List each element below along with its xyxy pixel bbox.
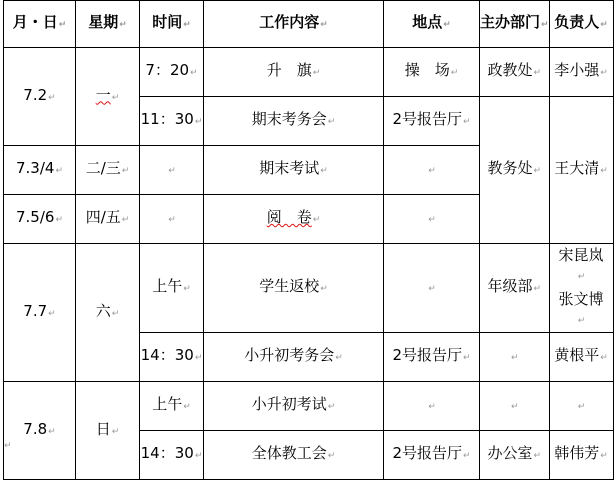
weekday-cell: 六↵ [76, 244, 140, 382]
table-row [4, 48, 614, 97]
schedule-table [3, 0, 614, 480]
dept-cell: 办公室↵ [480, 431, 550, 480]
content-cell: 期末考务会↵ [204, 97, 384, 146]
content-cell: 期末考试↵ [204, 146, 384, 195]
header-weekday: 星期↵ [76, 1, 140, 48]
date-cell: 7.2↵ [4, 48, 76, 146]
time-cell: 14：30↵ [140, 431, 204, 480]
weekday-cell: 二/三↵ [76, 146, 140, 195]
table-row [4, 382, 614, 431]
location-cell: ↵ [384, 382, 480, 431]
header-dept: 主办部门↵ [480, 1, 550, 48]
dept-cell: ↵ [480, 382, 550, 431]
time-cell: 上午↵ [140, 382, 204, 431]
header-row [4, 1, 614, 48]
time-cell: 11：30↵ [140, 97, 204, 146]
table-row [4, 244, 614, 333]
header-person: 负责人↵ [549, 1, 613, 48]
dept-cell: ↵ [480, 333, 550, 382]
date-cell: 7.3/4↵ [4, 146, 76, 195]
person-cell: 黄根平↵ [549, 333, 613, 382]
location-cell: ↵ [384, 195, 480, 244]
date-cell: 7.7↵ [4, 244, 76, 382]
dept-cell: 年级部↵ [480, 244, 550, 333]
person-cell: 李小强↵ [549, 48, 613, 97]
weekday-cell: 四/五↵ [76, 195, 140, 244]
person-cell: 韩伟芳↵ [549, 431, 613, 480]
weekday-cell: 日↵ [76, 382, 140, 480]
date-cell: 7.8↵ [4, 382, 76, 480]
header-date: 月・日↵ [4, 1, 76, 48]
date-cell: 7.5/6↵ [4, 195, 76, 244]
person-cell: 宋昆岚 ↵ 张文博 ↵ [549, 244, 613, 333]
location-cell: 2号报告厅↵ [384, 97, 480, 146]
content-cell: 小升初考试↵ [204, 382, 384, 431]
content-cell: 全体教工会↵ [204, 431, 384, 480]
header-content: 工作内容↵ [204, 1, 384, 48]
dept-cell: 教务处↵ [480, 97, 550, 244]
content-cell: 阅 卷↵ [204, 195, 384, 244]
time-cell: ↵ [140, 146, 204, 195]
header-time: 时间↵ [140, 1, 204, 48]
content-cell: 学生返校↵ [204, 244, 384, 333]
header-location: 地点↵ [384, 1, 480, 48]
time-cell: 7：20↵ [140, 48, 204, 97]
location-cell: 操 场↵ [384, 48, 480, 97]
location-cell: ↵ [384, 244, 480, 333]
location-cell: 2号报告厅↵ [384, 431, 480, 480]
dept-cell: 政教处↵ [480, 48, 550, 97]
weekday-cell: 一↵ [76, 48, 140, 146]
person-cell: 王大清↵ [549, 97, 613, 244]
time-cell: 14：30↵ [140, 333, 204, 382]
content-cell: 小升初考务会↵ [204, 333, 384, 382]
person-cell: ↵ [549, 382, 613, 431]
location-cell: 2号报告厅↵ [384, 333, 480, 382]
paragraph-mark: ↵ [4, 441, 12, 451]
time-cell: 上午↵ [140, 244, 204, 333]
content-cell: 升 旗↵ [204, 48, 384, 97]
location-cell: ↵ [384, 146, 480, 195]
time-cell: ↵ [140, 195, 204, 244]
